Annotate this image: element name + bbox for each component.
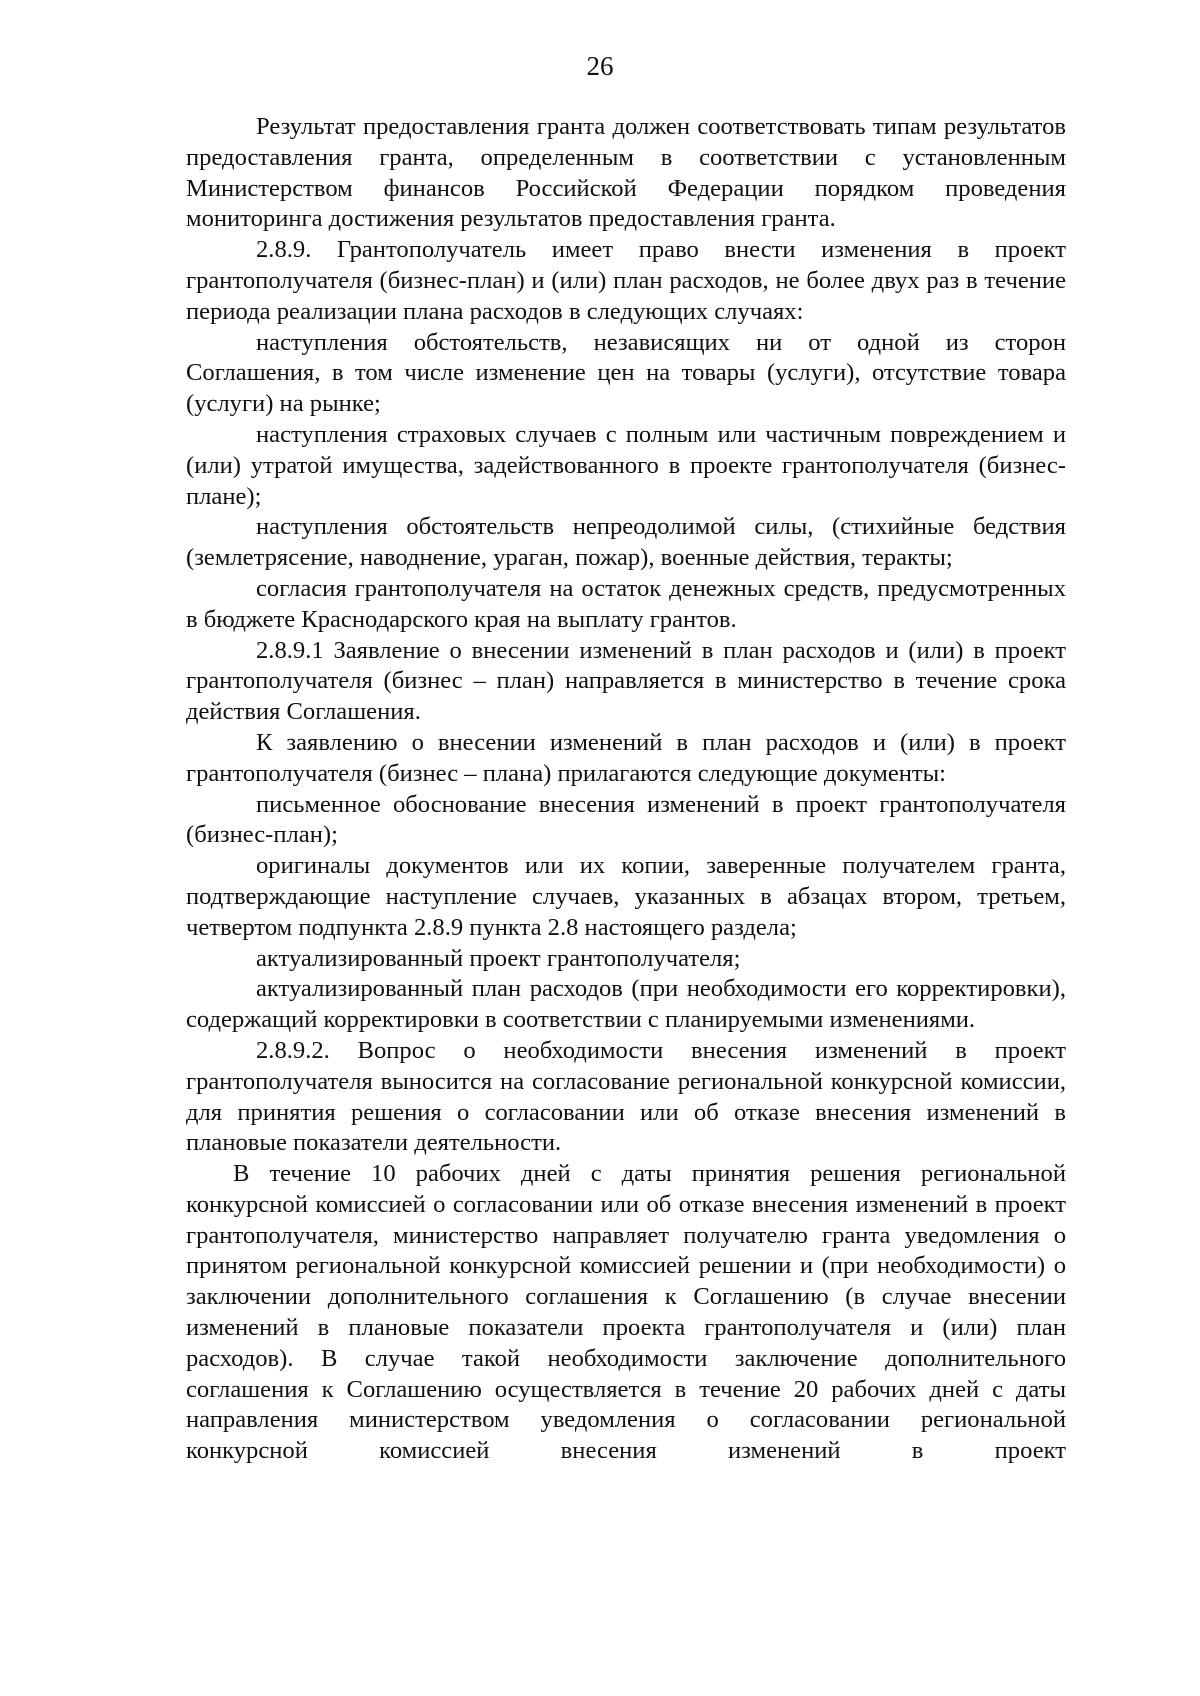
- paragraph-2-8-9-2: 2.8.9.2. Вопрос о необходимости внесения изменений в проект грантополучателя выносится на согласование региональной конкурсной комиссии, для принятия решения о согласовании или об отказе внесения изменений в плановые показатели деятельности.: [186, 1036, 1066, 1157]
- paragraph-doc-updated-project: актуализированный проект грантополучателя;: [256, 944, 741, 972]
- paragraph-doc-originals: оригиналы документов или их копии, заверенные получателем гранта, подтверждающие наступление случаев, указанных в абзацах втором, третьем, четвертом подпункта 2.8.9 пункта 2.8 настоящего раздела;: [186, 852, 1066, 941]
- paragraph-doc-justification: письменное обоснование внесения изменений в проект грантополучателя (бизнес-план);: [186, 790, 1066, 849]
- paragraph-grant-result: Результат предоставления гранта должен соответствовать типам результатов предоставления гранта, определенным в соответствии с установленным Министерством финансов Российской Федерации порядком проведения мониторинга достижения результатов предоставления гранта.: [186, 113, 1066, 233]
- paragraph-case-circumstances: наступления обстоятельств, независящих ни от одной из сторон Соглашения, в том числе изменение цен на товары (услуги), отсутствие товара (услуги) на рынке;: [186, 328, 1066, 418]
- paragraph-doc-updated-plan: актуализированный план расходов (при необходимости его корректировки), содержащий корректировки в соответствии с планируемыми изменениями.: [186, 975, 1066, 1034]
- paragraph-case-force-majeure: наступления обстоятельств непреодолимой силы, (стихийные бедствия (землетрясение, наводнение, ураган, пожар), военные действия, теракты;: [186, 513, 1066, 572]
- paragraph-case-insurance: наступления страховых случаев с полным или частичным повреждением и (или) утратой имущества, задействованного в проекте грантополучателя (бизнес-плане);: [186, 420, 1066, 510]
- paragraph-ten-days: В течение 10 рабочих дней с даты принятия решения региональной конкурсной комиссией о согласовании или об отказе внесения изменений в проект грантополучателя, министерство направляет получателю гранта уведомления о принятом региональной конкурсной комиссией решении и (при необходимости) о заключении дополнительного соглашения к Соглашению (в случае внесении изменений в плановые показатели проекта грантополучателя и (или) план расходов). В случае такой необходимости заключение дополнительного соглашения к Соглашению осуществляется в течение 20 рабочих дней с даты направления министерством уведомления о согласовании региональной конкурсной комиссией внесения изменений в проект: [186, 1160, 1066, 1465]
- page-number: 26: [586, 51, 614, 81]
- document-body: [186, 112, 1066, 1467]
- paragraph-2-8-9-1: 2.8.9.1 Заявление о внесении изменений в план расходов и (или) в проект грантополучателя (бизнес – план) направляется в министерство в течение срока действия Соглашения.: [186, 636, 1066, 726]
- paragraph-case-consent: согласия грантополучателя на остаток денежных средств, предусмотренных в бюджете Краснодарского края на выплату грантов.: [186, 574, 1066, 633]
- paragraph-attached-documents: К заявлению о внесении изменений в план расходов и (или) в проект грантополучателя (бизнес – плана) прилагаются следующие документы:: [186, 728, 1066, 787]
- paragraph-2-8-9: 2.8.9. Грантополучатель имеет право внести изменения в проект грантополучателя (бизнес-план) и (или) план расходов, не более двух раз в течение периода реализации плана расходов в следующих случаях:: [186, 236, 1066, 325]
